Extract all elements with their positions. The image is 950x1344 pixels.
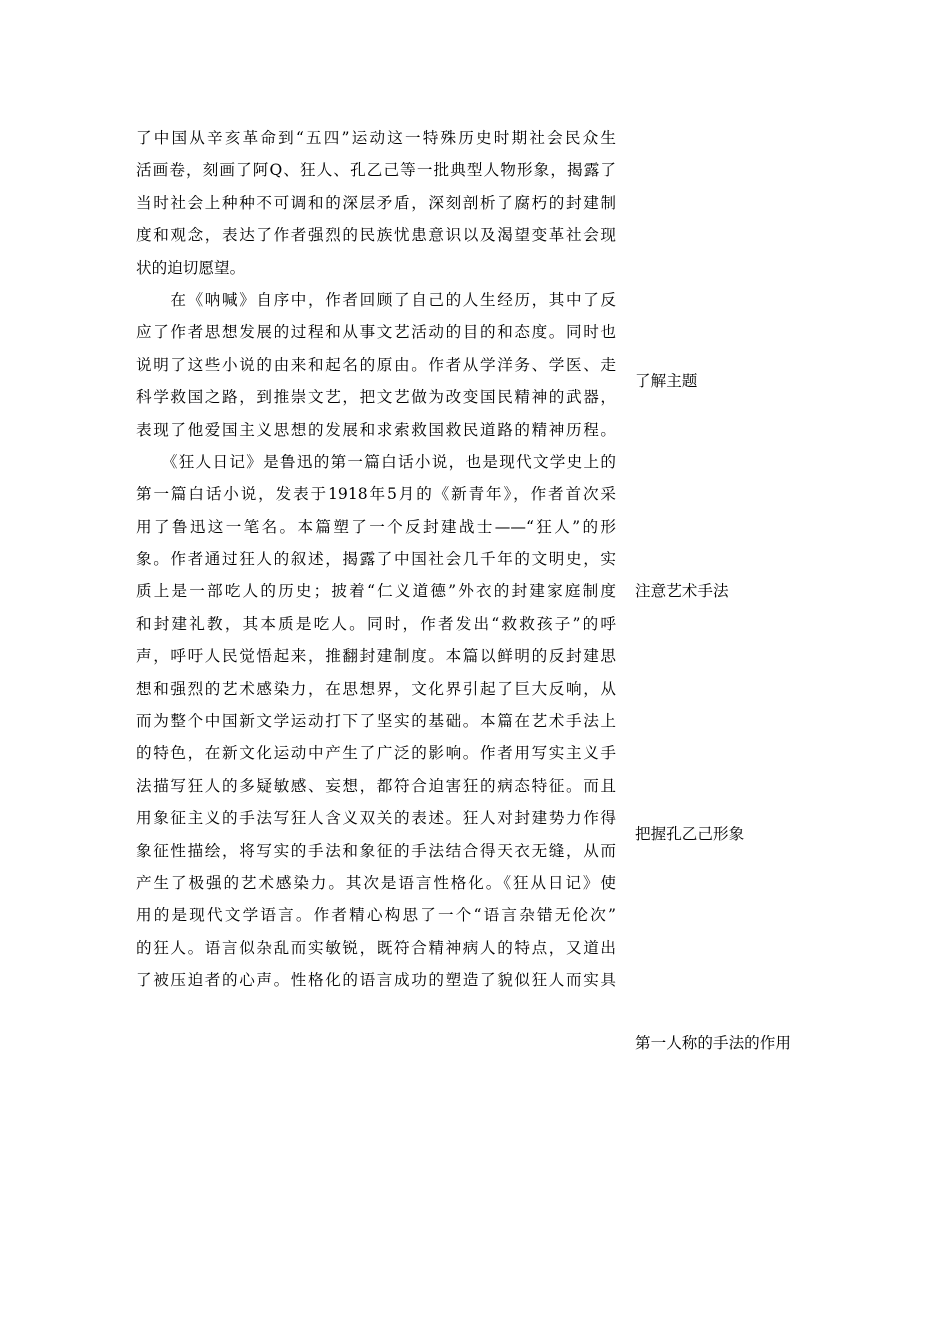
text-line: 的狂人。语言似杂乱而实敏锐，既符合精神病人的特点，又道出 — [136, 938, 616, 957]
text-line: 声，呼吁人民觉悟起来，推翻封建制度。本篇以鲜明的反封建思 — [136, 647, 616, 666]
margin-note-art-technique: 注意艺术手法 — [635, 582, 729, 600]
margin-note-theme: 了解主题 — [635, 372, 698, 390]
text-line: 第一篇白话小说，发表于1918年5月的《新青年》，作者首次采 — [136, 485, 616, 504]
text-line: 用了鲁迅这一笔名。本篇塑了一个反封建战士——“狂人”的形 — [136, 517, 616, 536]
text-line: 当时社会上种种不可调和的深层矛盾，深刻剖析了腐朽的封建制 — [136, 193, 616, 212]
margin-note-kong-yiji: 把握孔乙己形象 — [635, 825, 745, 843]
text-line: 活画卷，刻画了阿Q、狂人、孔乙己等一批典型人物形象，揭露了 — [136, 161, 616, 180]
text-line: 应了作者思想发展的过程和从事文艺活动的目的和态度。同时也 — [136, 323, 616, 342]
margin-note-first-person: 第一人称的手法的作用 — [635, 1034, 791, 1052]
text-line: 了被压迫者的心声。性格化的语言成功的塑造了貌似狂人而实具 — [136, 971, 616, 990]
text-line: 说明了这些小说的由来和起名的原由。作者从学洋务、学医、走 — [136, 355, 616, 374]
text-line: 状的迫切愿望。 — [136, 258, 246, 277]
text-line: 象征性描绘，将写实的手法和象征的手法结合得天衣无缝，从而 — [136, 841, 616, 860]
text-line: 度和观念，表达了作者强烈的民族忧患意识以及渴望变革社会现 — [136, 226, 616, 245]
text-line: 象。作者通过狂人的叙述，揭露了中国社会几千年的文明史，实 — [136, 550, 616, 569]
text-line: 用象征主义的手法写狂人含义双关的表述。狂人对封建势力作得 — [136, 809, 616, 828]
text-line: 的特色，在新文化运动中产生了广泛的影响。作者用写实主义手 — [136, 744, 616, 763]
text-line: 法描写狂人的多疑敏感、妄想，都符合迫害狂的病态特征。而且 — [136, 776, 616, 795]
text-line: 想和强烈的艺术感染力，在思想界，文化界引起了巨大反响，从 — [136, 679, 616, 698]
text-line: 而为整个中国新文学运动打下了坚实的基础。本篇在艺术手法上 — [136, 712, 616, 731]
text-line: 表现了他爱国主义思想的发展和求索救国救民道路的精神历程。 — [136, 420, 616, 439]
main-text-column — [136, 122, 616, 997]
text-line: 和封建礼教，其本质是吃人。同时，作者发出“救救孩子”的呼 — [136, 614, 616, 633]
text-line: 了中国从辛亥革命到“五四”运动这一特殊历史时期社会民众生 — [136, 129, 616, 147]
text-line: 质上是一部吃人的历史；披着“仁义道德”外衣的封建家庭制度 — [136, 582, 616, 601]
text-line: 在《呐喊》自序中，作者回顾了自己的人生经历，其中了反 — [136, 290, 616, 309]
text-line: 科学救国之路，到推崇文艺，把文艺做为改变国民精神的武器， — [136, 388, 616, 407]
text-line: 产生了极强的艺术感染力。其次是语言性格化。《狂从日记》使 — [136, 873, 616, 892]
text-line: 《狂人日记》是鲁迅的第一篇白话小说，也是现代文学史上的 — [136, 452, 616, 471]
text-line: 用的是现代文学语言。作者精心构思了一个“语言杂错无伦次” — [136, 906, 616, 925]
